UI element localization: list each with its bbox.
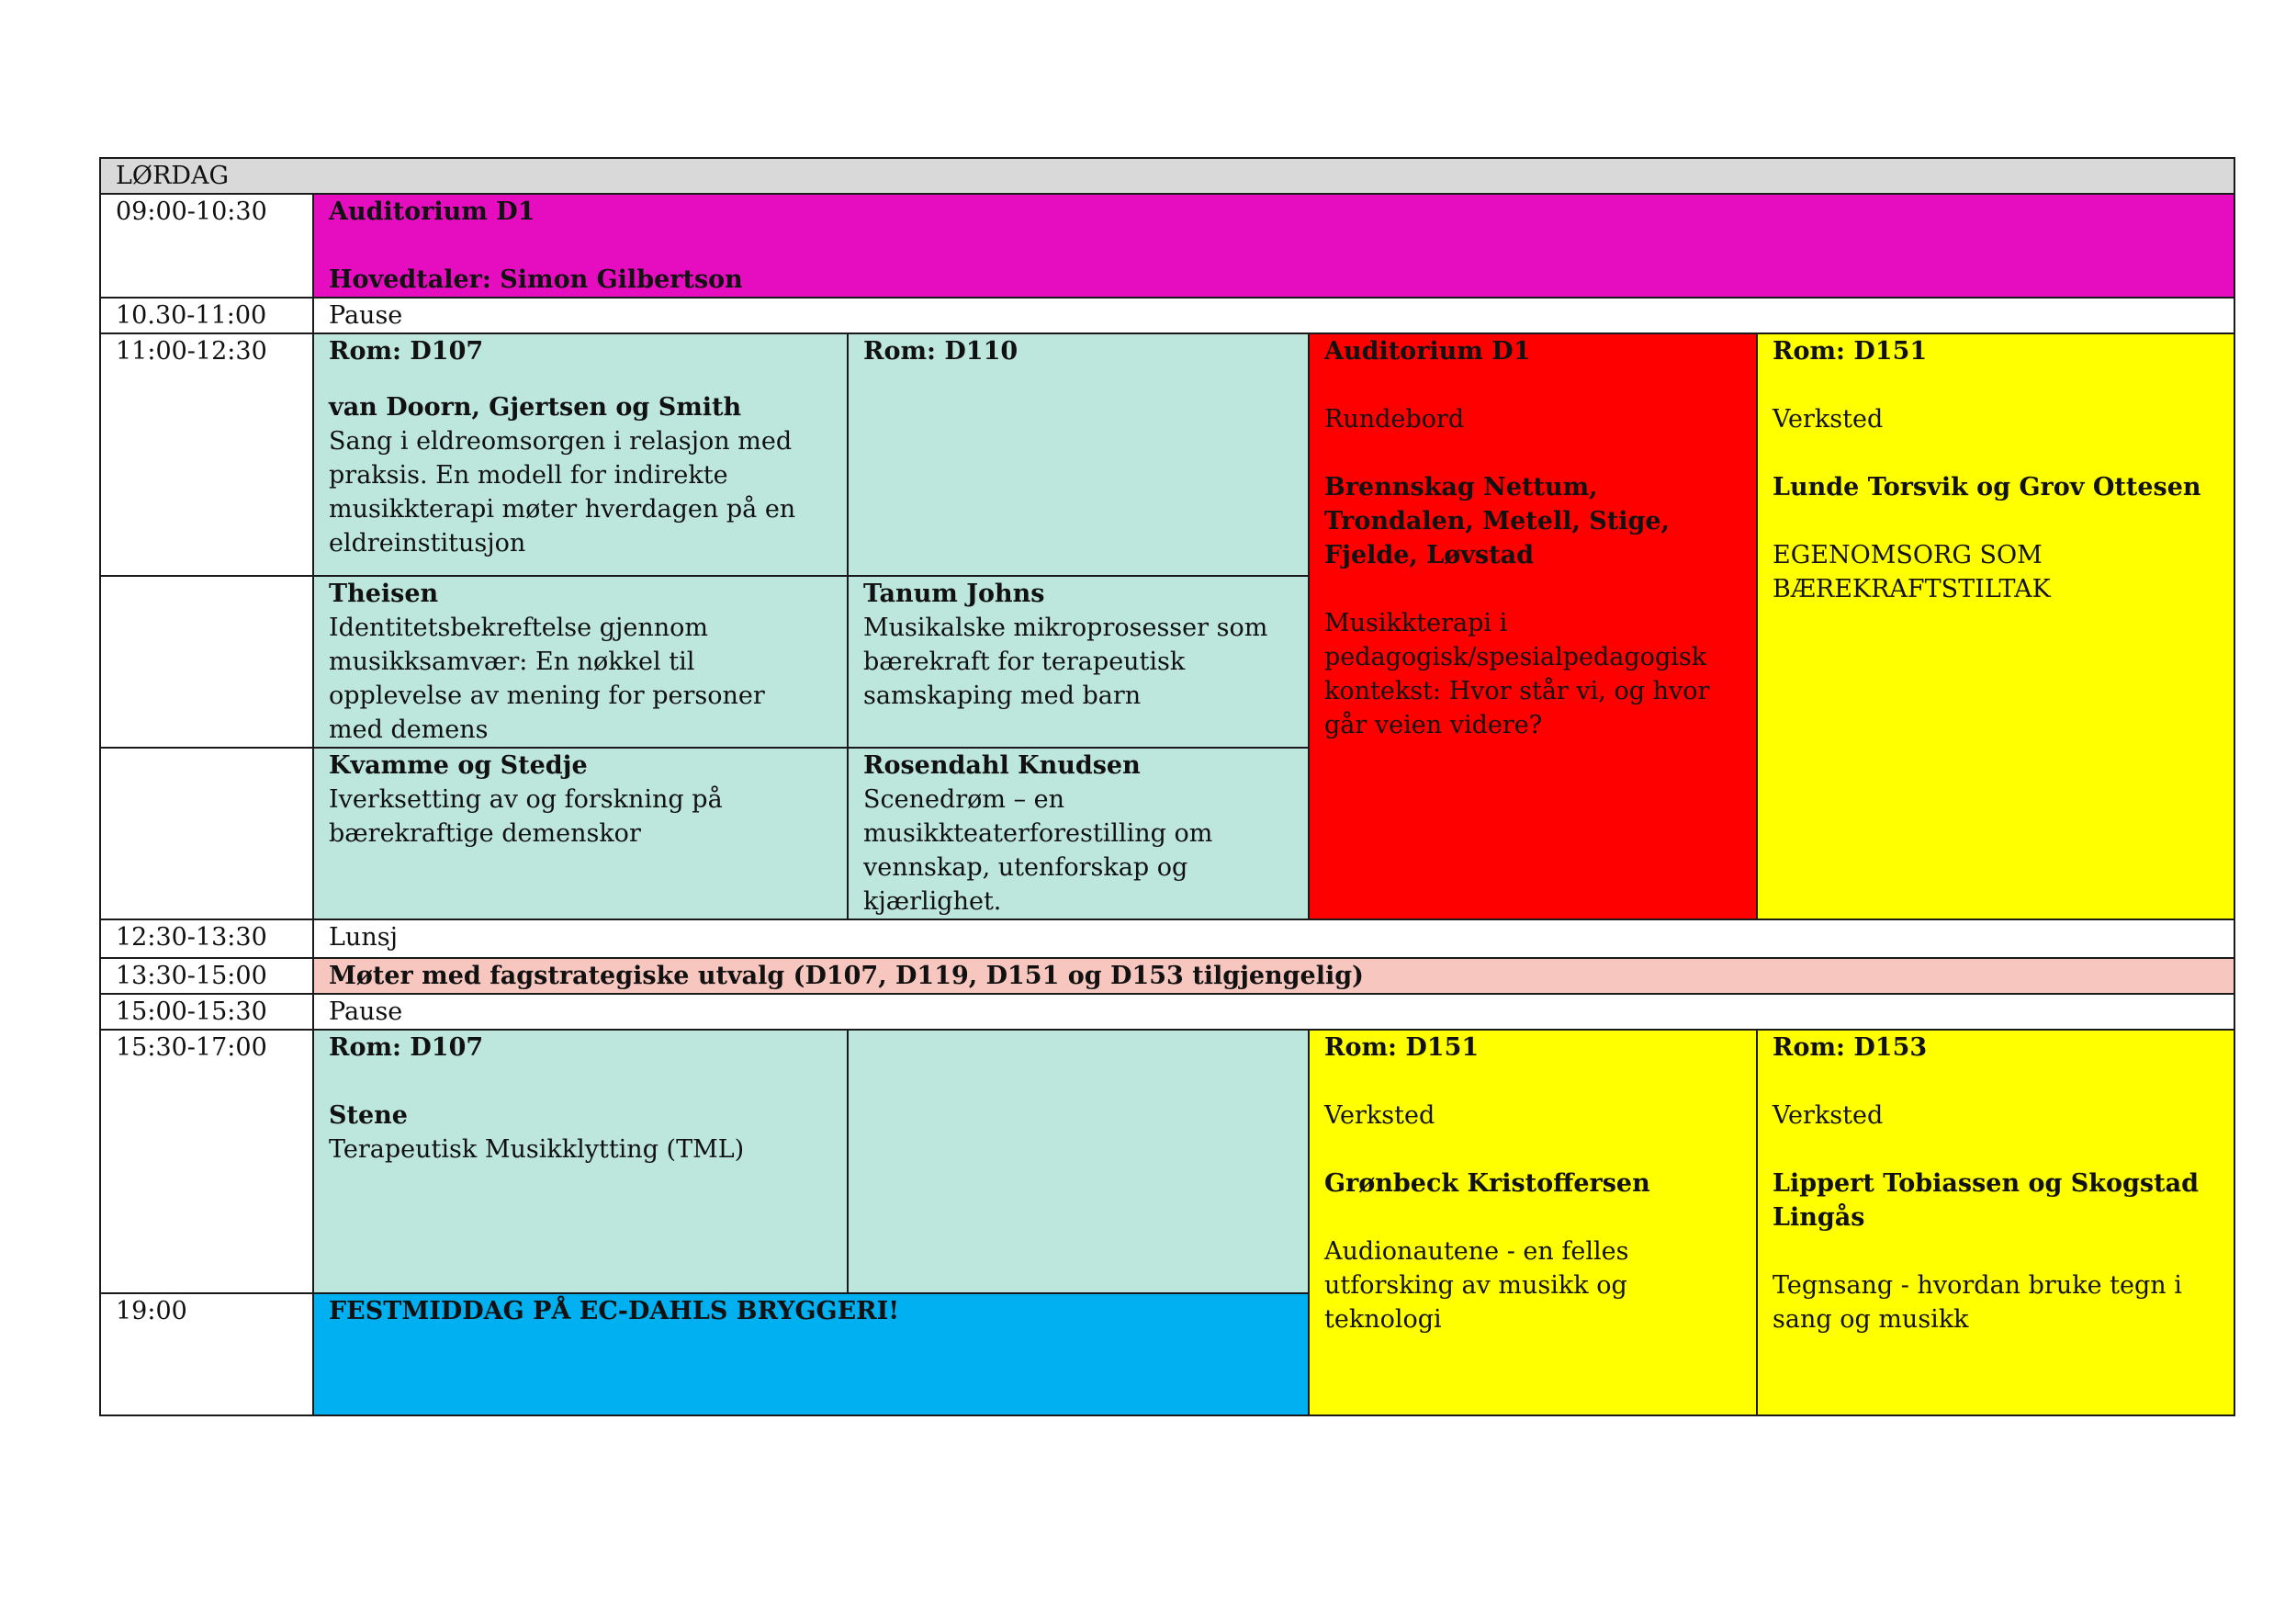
keynote-cell xyxy=(313,194,2234,298)
session-format: Verksted xyxy=(1324,1101,1435,1130)
lunch-cell xyxy=(313,919,2234,958)
presentation-title: opplevelse av mening for personer xyxy=(329,682,765,710)
presentation-title: Terapeutisk Musikklytting (TML) xyxy=(329,1135,745,1164)
room-label: Auditorium D1 xyxy=(1324,337,1531,366)
time-cell-empty xyxy=(100,576,313,748)
session2-d107-cell xyxy=(313,1030,848,1293)
room-label: Rom: D151 xyxy=(1773,337,1928,366)
presentation-title: musikkteaterforestilling om xyxy=(863,819,1213,848)
presentation-title: Musikkterapi i xyxy=(1324,609,1508,637)
keynote-room: Auditorium D1 xyxy=(329,197,535,226)
time-label: 12:30-13:30 xyxy=(116,923,267,952)
meetings-cell xyxy=(313,958,2234,994)
presenter-name: van Doorn, Gjertsen og Smith xyxy=(329,393,742,422)
presenter-name: Lingås xyxy=(1773,1203,1865,1232)
time-cell-pause1 xyxy=(100,298,313,333)
time-label: 15:00-15:30 xyxy=(116,997,267,1026)
presentation-title: Tegnsang - hvordan bruke tegn i xyxy=(1773,1271,2182,1300)
presenter-name: Lunde Torsvik og Grov Ottesen xyxy=(1773,473,2201,502)
session2-empty-cell xyxy=(848,1030,1309,1293)
presentation-title: med demens xyxy=(329,716,489,744)
presentation-title: går veien videre? xyxy=(1324,711,1543,739)
time-cell-meetings xyxy=(100,958,313,994)
session1-d1-cell xyxy=(1309,333,1757,919)
presentation-title: vennskap, utenforskap og xyxy=(863,853,1188,882)
session1-d107-cell-a xyxy=(313,333,848,576)
presenter-name: Lippert Tobiassen og Skogstad xyxy=(1773,1169,2199,1198)
presenter-name: Trondalen, Metell, Stige, xyxy=(1324,507,1670,535)
time-label: 09:00-10:30 xyxy=(116,197,267,226)
dinner-label: FESTMIDDAG PÅ EC-DAHLS BRYGGERI! xyxy=(329,1297,900,1325)
presentation-title: bærekraftige demenskor xyxy=(329,819,641,848)
pause-label: Pause xyxy=(329,301,403,330)
session1-d110-cell-a xyxy=(848,333,1309,576)
session1-d107-cell-c xyxy=(313,748,848,919)
day-label: LØRDAG xyxy=(116,162,230,190)
pause-cell xyxy=(313,994,2234,1030)
time-label: 15:30-17:00 xyxy=(116,1033,267,1062)
time-cell-keynote xyxy=(100,194,313,298)
time-label: 13:30-15:00 xyxy=(116,962,267,990)
presentation-title: Musikalske mikroprosesser som xyxy=(863,614,1268,642)
presentation-title: pedagogisk/spesialpedagogisk xyxy=(1324,643,1707,671)
presentation-title: musikksamvær: En nøkkel til xyxy=(329,648,695,676)
presenter-name: Fjelde, Løvstad xyxy=(1324,541,1534,569)
room-label: Rom: D107 xyxy=(329,337,484,366)
session-format: Rundebord xyxy=(1324,405,1465,434)
presenter-name: Tanum Johns xyxy=(863,580,1045,608)
session-format: Verksted xyxy=(1773,1101,1884,1130)
presentation-title: Audionautene - en felles xyxy=(1324,1237,1629,1266)
time-cell-empty xyxy=(100,748,313,919)
presentation-title: kontekst: Hvor står vi, og hvor xyxy=(1324,677,1710,705)
lunch-label: Lunsj xyxy=(329,923,398,952)
pause-cell xyxy=(313,298,2234,333)
presentation-title: samskaping med barn xyxy=(863,682,1142,710)
presentation-title: teknologi xyxy=(1324,1305,1442,1334)
presentation-title: Identitetsbekreftelse gjennom xyxy=(329,614,708,642)
presenter-name: Grønbeck Kristoffersen xyxy=(1324,1169,1650,1198)
presentation-title: EGENOMSORG SOM xyxy=(1773,541,2043,569)
room-label: Rom: D153 xyxy=(1773,1033,1928,1062)
presentation-title: Sang i eldreomsorgen i relasjon med xyxy=(329,427,793,456)
presenter-name: Kvamme og Stedje xyxy=(329,751,588,780)
presentation-title: eldreinstitusjon xyxy=(329,529,526,558)
presentation-title: kjærlighet. xyxy=(863,887,1002,916)
time-cell-session2 xyxy=(100,1030,313,1293)
room-label: Rom: D151 xyxy=(1324,1033,1480,1062)
schedule-table xyxy=(99,157,2235,1416)
time-cell-dinner xyxy=(100,1293,313,1415)
session-format: Verksted xyxy=(1773,405,1884,434)
presentation-title: praksis. En modell for indirekte xyxy=(329,461,728,490)
room-label: Rom: D110 xyxy=(863,337,1019,366)
session1-d110-cell-b xyxy=(848,576,1309,748)
time-label: 10.30-11:00 xyxy=(116,301,267,330)
time-cell-pause2 xyxy=(100,994,313,1030)
presenter-name: Brennskag Nettum, xyxy=(1324,473,1598,502)
presentation-title: Scenedrøm – en xyxy=(863,785,1065,814)
session2-d153-cell xyxy=(1757,1030,2234,1415)
keynote-title: Hovedtaler: Simon Gilbertson xyxy=(329,265,743,294)
session1-d151-cell xyxy=(1757,333,2234,919)
presentation-title: bærekraft for terapeutisk xyxy=(863,648,1186,676)
presenter-name: Rosendahl Knudsen xyxy=(863,751,1141,780)
room-label: Rom: D107 xyxy=(329,1033,484,1062)
time-label: 19:00 xyxy=(116,1297,187,1325)
pause-label: Pause xyxy=(329,997,403,1026)
session1-d107-cell-b xyxy=(313,576,848,748)
time-label: 11:00-12:30 xyxy=(116,337,267,366)
time-cell-session1 xyxy=(100,333,313,576)
session1-d110-cell-c xyxy=(848,748,1309,919)
presentation-title: Iverksetting av og forskning på xyxy=(329,785,723,814)
meetings-label: Møter med fagstrategiske utvalg (D107, D119, D151 og D153 tilgjengelig) xyxy=(329,962,1364,990)
dinner-cell xyxy=(313,1293,1309,1415)
presentation-title: utforsking av musikk og xyxy=(1324,1271,1627,1300)
day-header xyxy=(100,158,2234,194)
session2-d151-cell xyxy=(1309,1030,1757,1415)
presenter-name: Theisen xyxy=(329,580,439,608)
presentation-title: BÆREKRAFTSTILTAK xyxy=(1773,575,2051,603)
presentation-title: musikkterapi møter hverdagen på en xyxy=(329,495,796,524)
time-cell-lunch xyxy=(100,919,313,958)
presenter-name: Stene xyxy=(329,1101,408,1130)
presentation-title: sang og musikk xyxy=(1773,1305,1969,1334)
